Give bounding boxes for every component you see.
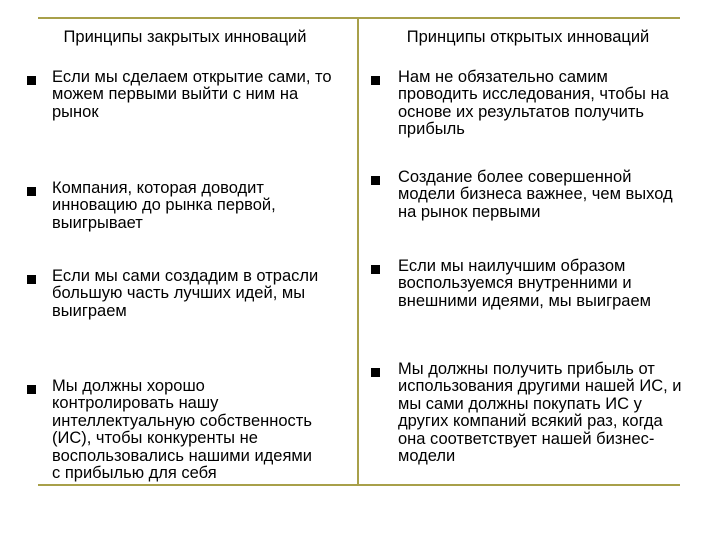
closed-principle-1: Если мы сделаем открытие сами, то можем первыми выйти с ним на рынок — [52, 68, 332, 121]
bullet-icon — [371, 176, 380, 185]
closed-principle-3: Если мы сами создадим в отрасли большую часть лучших идей, мы выиграем — [52, 267, 319, 320]
closed-principle-4: Мы должны хорошо контролировать нашу интеллектуальную собственность (ИС), чтобы конкуренты не воспользовались нашими идеями с прибылью для себя — [52, 377, 312, 483]
bullet-icon — [371, 368, 380, 377]
open-innovation-title: Принципы открытых инноваций — [406, 28, 650, 46]
bottom-divider — [38, 484, 680, 486]
bullet-icon — [371, 265, 380, 274]
closed-principle-2: Компания, которая доводит инновацию до рынка первой, выигрывает — [52, 179, 276, 232]
open-principle-1: Нам не обязательно самим проводить исследования, чтобы на основе их результатов получить прибыль — [398, 68, 669, 139]
bullet-icon — [27, 275, 36, 284]
closed-innovation-title: Принципы закрытых инноваций — [63, 28, 307, 46]
column-divider — [357, 17, 359, 486]
bullet-icon — [27, 187, 36, 196]
bullet-icon — [27, 76, 36, 85]
open-principle-2: Создание более совершенной модели бизнеса важнее, чем выход на рынок первыми — [398, 168, 673, 221]
bullet-icon — [371, 76, 380, 85]
open-principle-3: Если мы наилучшим образом воспользуемся внутренними и внешними идеями, мы выиграем — [398, 257, 651, 310]
open-principle-4: Мы должны получить прибыль от использования другими нашей ИС, и мы сами должны покупать ИС у других компаний всякий раз, когда она соответствует нашей бизнес-модели — [398, 360, 682, 466]
bullet-icon — [27, 385, 36, 394]
top-divider — [38, 17, 680, 19]
